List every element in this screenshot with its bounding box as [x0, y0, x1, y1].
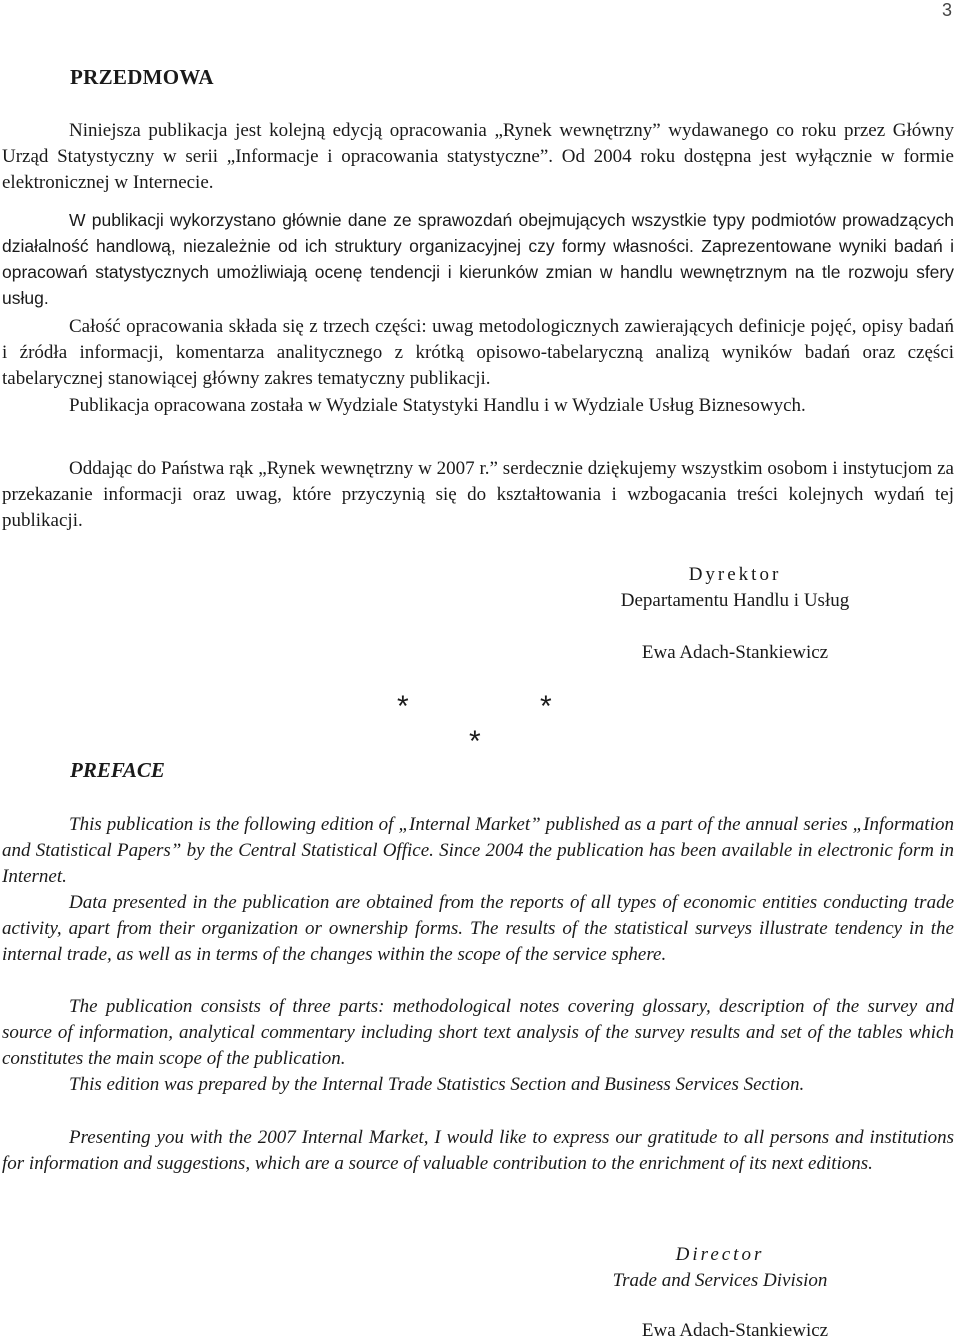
polish-paragraph-4: Publikacja opracowana została w Wydziale Statystyki Handlu i w Wydziale Usług Biznesowych. — [69, 395, 806, 416]
page-number: 3 — [941, 0, 952, 20]
english-paragraph-5: Presenting you with the 2007 Internal Market, I would like to express our gratitude to all persons and institutions for information and suggestions, which are a source of valuable contribution to the enrichment of its next editions. — [2, 1127, 954, 1174]
signature-title: Dyrektor — [688, 564, 782, 585]
signature-department: Trade and Services Division — [612, 1270, 828, 1291]
polish-heading: PRZEDMOWA — [70, 65, 214, 89]
english-paragraph-3: The publication consists of three parts: methodological notes covering glossary, description of the survey and source of information, analytical commentary including short text analysis of the survey results and set of the tables which constitutes the main scope of the publication. — [2, 996, 954, 1069]
english-signature — [570, 1242, 870, 1294]
english-signature-name: Ewa Adach-Stankiewicz — [641, 1320, 829, 1341]
polish-signature — [585, 562, 885, 666]
signature-title: Director — [675, 1244, 765, 1265]
english-paragraph-1: This publication is the following edition of „Internal Market” published as a part of the annual series „Information and Statistical Papers” by the Central Statistical Office. Since 2004 the publication has been available in electronic form in Internet. — [2, 814, 954, 887]
polish-paragraph-2: W publikacji wykorzystano głównie dane ze sprawozdań obejmujących wszystkie typy podmiotów prowadzących działalność handlową, niezależnie od ich struktury organizacyjnej czy formy własności. Zaprezentowane wyniki badań i opracowań statystycznych umożliwiają ocenę tendencji i kierunków zmian w handlu wewnętrznym na tle rozwoju sfery usług. — [2, 210, 954, 308]
english-heading: PREFACE — [70, 758, 165, 782]
separator-star-right: * — [540, 690, 552, 723]
polish-paragraph-1: Niniejsza publikacja jest kolejną edycją opracowania „Rynek wewnętrzny” wydawanego co roku przez Główny Urząd Statystyczny w serii „Informacje i opracowania statystyczne”. Od 2004 roku dostępna jest wyłącznie w formie elektronicznej w Internecie. — [2, 120, 954, 193]
separator-star-center: * — [469, 725, 481, 758]
polish-paragraph-3: Całość opracowania składa się z trzech części: uwag metodologicznych zawierających definicje pojęć, opisy badań i źródła informacji, komentarza analitycznego z krótką opisowo-tabelaryczną analizą wyników badań oraz części tabelarycznej stanowiącej główny zakres tematyczny publikacji. — [2, 316, 954, 389]
signature-name: Ewa Adach-Stankiewicz — [641, 642, 829, 663]
signature-department: Departamentu Handlu i Usług — [620, 590, 850, 611]
english-paragraph-4: This edition was prepared by the Internal Trade Statistics Section and Business Services Section. — [69, 1074, 805, 1095]
separator-star-left: * — [397, 690, 409, 723]
english-paragraph-2: Data presented in the publication are obtained from the reports of all types of economic entities conducting trade activity, apart from their organization or ownership forms. The results of the statistical surveys illustrate tendency in the internal trade, as well as in terms of the changes within the scope of the service sphere. — [2, 892, 954, 965]
polish-paragraph-5: Oddając do Państwa rąk „Rynek wewnętrzny w 2007 r.” serdecznie dziękujemy wszystkim osobom i instytucjom za przekazanie informacji oraz uwag, które przyczynią się do kształtowania i wzbogacania treści kolejnych wydań tej publikacji. — [2, 458, 954, 531]
